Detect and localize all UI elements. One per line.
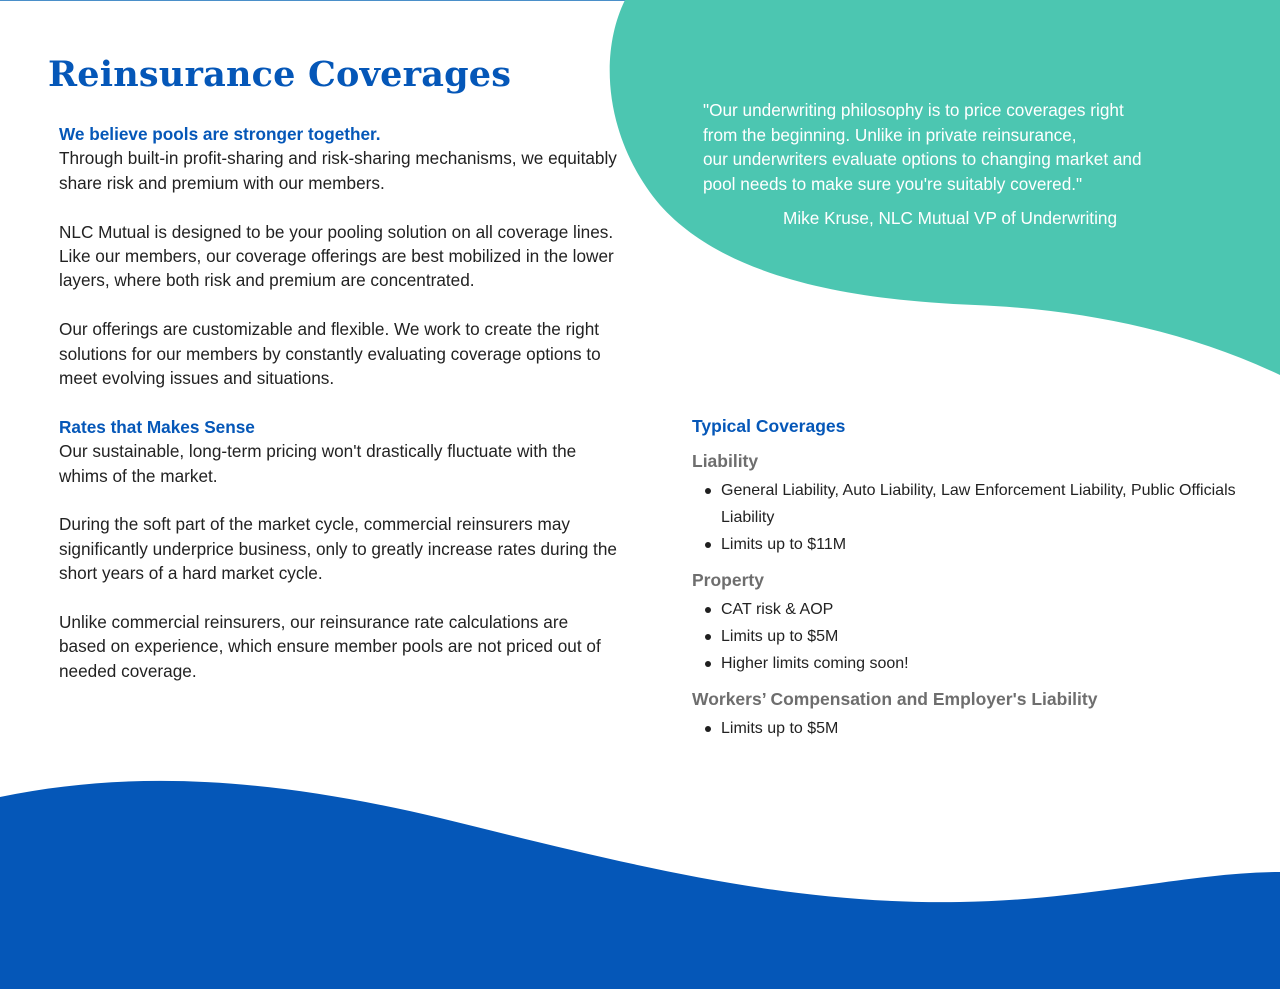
coverages-title: Typical Coverages [692, 416, 846, 436]
coverage-item: Limits up to $5M [692, 623, 1252, 650]
quote-author: Mike Kruse, NLC Mutual VP of Underwriting [783, 208, 1118, 229]
intro-text: Through built-in profit-sharing and risk-sharing mechanisms, we equitably share risk and premium with our members. [59, 148, 617, 193]
coverage-item: Higher limits coming soon! [692, 650, 1252, 677]
intro-heading: We believe pools are stronger together. [59, 124, 381, 144]
coverage-item: CAT risk & AOP [692, 596, 1252, 623]
coverage-heading: Property [692, 570, 764, 590]
coverage-section-liability [692, 451, 1252, 558]
intro-paragraph [59, 122, 619, 195]
rate-calculation-paragraph: Unlike commercial reinsurers, our reinsurance rate calculations are based on experience, which ensure member pools are not priced out of needed coverage. [59, 612, 601, 681]
rates-paragraph [59, 415, 619, 488]
coverage-list [692, 715, 1252, 742]
pooling-paragraph: NLC Mutual is designed to be your pooling solution on all coverage lines. Like our members, our coverage offerings are best mobilized in the lower layers, where both risk and premium are concentrated. [59, 221, 614, 291]
coverage-section-workers-comp [692, 689, 1252, 742]
coverage-list [692, 596, 1252, 677]
rates-heading: Rates that Makes Sense [59, 416, 255, 437]
quote-text: "Our underwriting philosophy is to price coverages right from the beginning. Unlike in private reinsurance, our underwriters evaluate options to changing market and pool needs to make sure you're suitably covered." [703, 100, 1142, 194]
left-column [59, 122, 619, 708]
rates-text: Our sustainable, long-term pricing won't drastically fluctuate with the whims of the market. [59, 441, 577, 486]
coverage-item: Limits up to $11M [692, 531, 1252, 558]
coverage-section-property [692, 570, 1252, 677]
pull-quote [703, 98, 1223, 231]
coverage-item: General Liability, Auto Liability, Law Enforcement Liability, Public Officials Liability [692, 477, 1252, 531]
page-title: Reinsurance Coverages [48, 54, 512, 95]
coverage-heading: Workers’ Compensation and Employer's Liability [692, 689, 1098, 709]
offerings-paragraph: Our offerings are customizable and flexible. We work to create the right solutions for our members by constantly evaluating coverage options to meet evolving issues and situations. [59, 319, 601, 389]
typical-coverages [692, 416, 1252, 754]
coverage-list [692, 477, 1252, 558]
blue-wave [0, 781, 1280, 989]
market-cycle-paragraph: During the soft part of the market cycle, commercial reinsurers may significantly underprice business, only to greatly increase rates during the short years of a hard market cycle. [59, 514, 617, 584]
coverage-heading: Liability [692, 451, 759, 471]
coverage-item: Limits up to $5M [692, 715, 1252, 742]
